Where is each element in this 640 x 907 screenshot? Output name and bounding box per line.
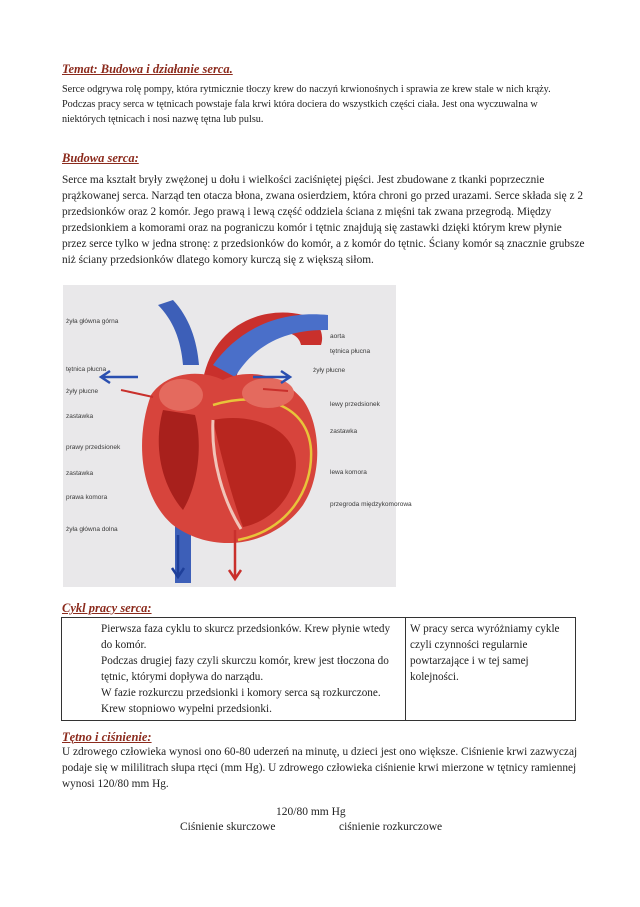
label-left-4: prawy przedsionek (66, 444, 121, 451)
label-right-5: lewa komora (330, 469, 367, 476)
left-blue-arrow (101, 371, 138, 383)
label-right-2: żyły płucne (313, 367, 346, 374)
heart-diagram (63, 285, 412, 587)
label-left-7: żyła główna dolna (66, 526, 118, 533)
pulse-title: Tętno i ciśnienie: (62, 730, 152, 744)
label-right-6: przegroda międzykomorowa (330, 501, 412, 508)
structure-paragraph: Serce ma kształt bryły zwężonej u dołu i wielkości zaciśniętej pięści. Jest zbudowane z tkanki poprzecznie prążkowanej serca. Narząd ten otacza błona, zwana osierdziem, która chroni go przed urazami. Serce składa się z 2 przedsionków oraz 2 komór. Jego prawą i lewą część oddziela ściana z mięśni tak zwana przegrodą. Między przedsionkiem a komorami oraz na pograniczu komór i tętnic znajdują się zastawki dzięki którym krew płynie przez serce tylko w jedna stronę: z przedsionków do komór, a z komór do tętnic. Ściany komór są znacznie grubsze niż ściany przedsionków dlatego komory kurczą się z większą siłom. (62, 174, 585, 266)
left-red-arrow (121, 390, 153, 397)
pressure-value: 120/80 mm Hg (276, 806, 346, 818)
superior-vena-cava-shape (158, 300, 199, 365)
right-atrium-shape (159, 379, 203, 411)
topic-title: Temat: Budowa i działanie serca. (62, 62, 233, 76)
topic-paragraph: Serce odgrywa rolę pompy, która rytmicznie tłoczy krew do naczyń krwionośnych i sprawia ze krew stale w nich krąży. Podczas pracy serca w tętnicach powstaje fala krwi która dociera do wszystkich części ciała. Jest ona wyczuwalna w niektórych tętnicach i nosi nazwę tętna lub pulsu. (62, 84, 551, 125)
label-left-1: tętnica płucna (66, 366, 107, 373)
structure-title: Budowa serca: (62, 151, 139, 165)
cycle-phase-1: Pierwsza faza cyklu to skurcz przedsionków. Krew płynie wtedy do komór. (101, 623, 391, 651)
left-atrium-shape (242, 378, 294, 408)
pulmonary-artery-shape (213, 314, 328, 377)
diastolic-label: ciśnienie rozkurczowe (339, 821, 443, 833)
label-right-4: zastawka (330, 428, 358, 435)
label-right-3: lewy przedsionek (330, 401, 380, 408)
cycle-note-cell: W pracy serca wyróżniamy cykle czyli czynności regularnie powtarzające i w tej samej kolejności. (406, 618, 576, 721)
label-left-6: prawa komora (66, 494, 108, 501)
cycle-title: Cykl pracy serca: (62, 601, 152, 615)
label-left-3: zastawka (66, 413, 94, 420)
cycle-phase-2: Podczas drugiej fazy czyli skurczu komór, krew jest tłoczona do tętnic, którymi dopływa do narządu. (101, 655, 389, 683)
label-left-0: żyła główna górna (66, 318, 119, 325)
heart-illustration (63, 285, 412, 587)
pulse-paragraph: U zdrowego człowieka wynosi ono 60-80 uderzeń na minutę, u dzieci jest ono większe. Ciśnienie krwi zazwyczaj podaje się w mililitrach słupa rtęci (mm Hg). U zdrowego człowieka ciśnienie krwi mierzone w tętnicy ramiennej wynosi 120/80 mm Hg. (62, 746, 578, 790)
label-left-5: zastawka (66, 470, 94, 477)
label-right-1: tętnica płucna (330, 348, 371, 355)
cycle-table (61, 617, 576, 721)
label-right-0: aorta (330, 333, 345, 340)
cycle-phase-3: W fazie rozkurczu przedsionki i komory serca są rozkurczone. Krew stopniowo wypełni przedsionki. (101, 687, 381, 715)
label-left-2: żyły płucne (66, 388, 99, 395)
systolic-label: Ciśnienie skurczowe (180, 821, 276, 833)
cycle-phases-cell (62, 618, 406, 721)
